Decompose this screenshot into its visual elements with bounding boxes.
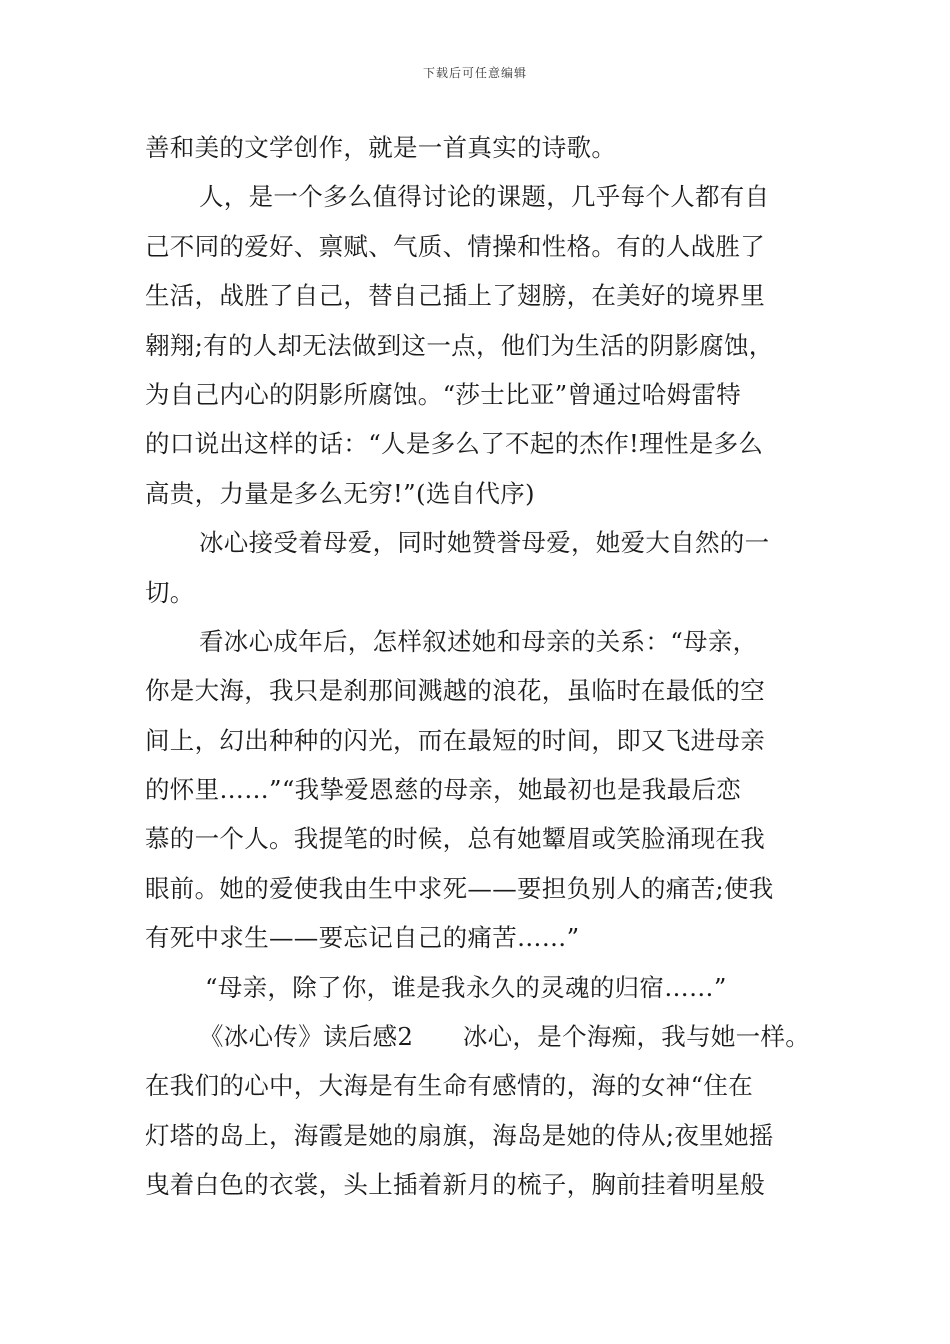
text-line: 在我们的心中，大海是有生命有感情的，海的女神“住在 — [145, 1071, 754, 1101]
text-line: 高贵，力量是多么无穷!”(选自代序) — [145, 478, 535, 508]
text-line: 切。 — [145, 577, 195, 607]
text-line: 的口说出这样的话：“人是多么了不起的杰作!理性是多么 — [145, 429, 764, 459]
text-line: 看冰心成年后，怎样叙述她和母亲的关系：“母亲， — [199, 626, 758, 656]
text-line: 翱翔;有的人却无法做到这一点，他们为生活的阴影腐蚀， — [145, 330, 774, 360]
text-line: 《冰心传》读后感2 冰心，是个海痴，我与她一样。 — [199, 1022, 811, 1052]
text-line: 灯塔的岛上，海霞是她的扇旗，海岛是她的侍从;夜里她摇 — [145, 1120, 774, 1150]
header-note: 下载后可任意编辑 — [422, 66, 527, 80]
text-line: 善和美的文学创作，就是一首真实的诗歌。 — [145, 133, 617, 162]
text-line: 眼前。她的爱使我由生中求死——要担负别人的痛苦;使我 — [145, 873, 774, 903]
text-line: 间上，幻出种种的闪光，而在最短的时间，即又飞进母亲 — [145, 725, 765, 755]
text-line: 己不同的爱好、禀赋、气质、情操和性格。有的人战胜了 — [145, 231, 765, 261]
text-line: 的怀里……”“我挚爱恩慈的母亲，她最初也是我最后恋 — [145, 775, 742, 805]
text-line: 有死中求生——要忘记自己的痛苦……” — [145, 923, 580, 953]
text-line: 慕的一个人。我提笔的时候，总有她颦眉或笑脸涌现在我 — [145, 824, 765, 854]
text-line: 曳着白色的衣裳，头上插着新月的梳子，胸前挂着明星般 — [145, 1170, 765, 1200]
text-line: 你是大海，我只是刹那间溅越的浪花，虽临时在最低的空 — [145, 676, 765, 706]
text-line: “母亲，除了你，谁是我永久的灵魂的归宿……” — [205, 972, 727, 1002]
text-line: 人，是一个多么值得讨论的课题，几乎每个人都有自 — [199, 182, 770, 212]
text-line: 冰心接受着母爱，同时她赞誉母爱，她爱大自然的一 — [199, 528, 770, 558]
body-text — [145, 123, 825, 1210]
text-line: 生活，战胜了自己，替自己插上了翅膀，在美好的境界里 — [145, 281, 765, 311]
text-line: 为自己内心的阴影所腐蚀。“莎士比亚”曾通过哈姆雷特 — [145, 379, 742, 409]
